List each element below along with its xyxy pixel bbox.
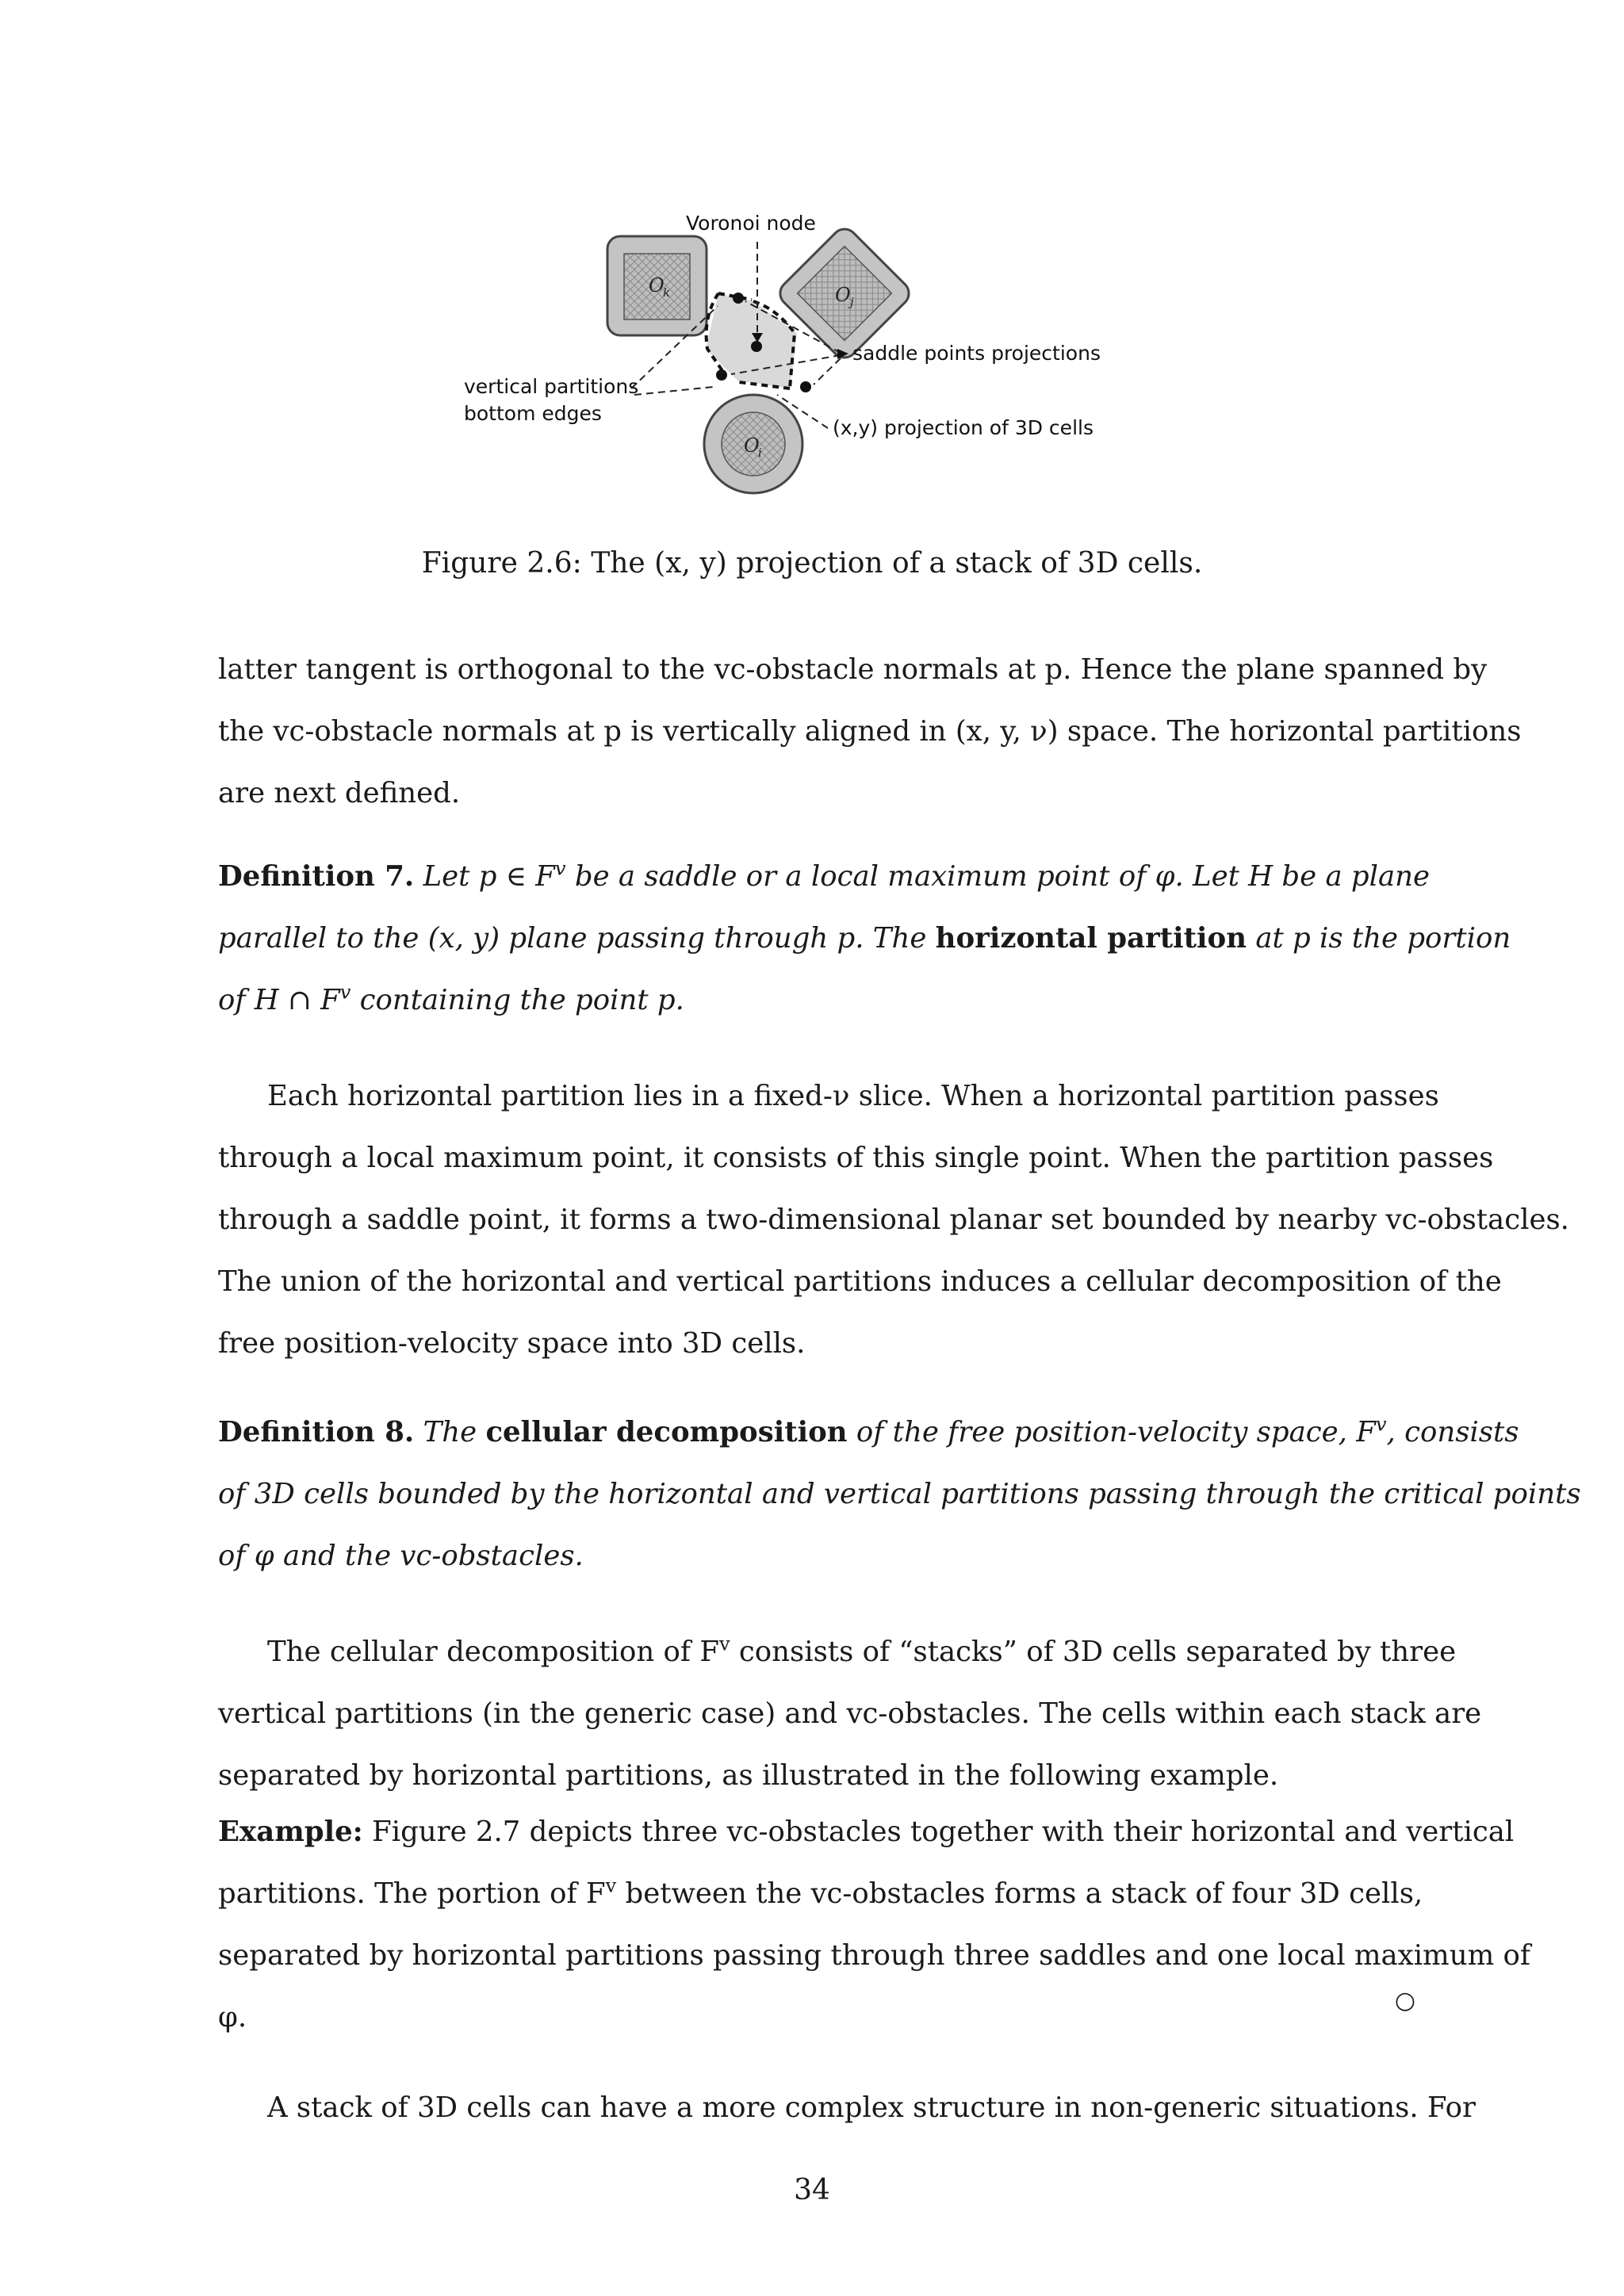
text-line: [218, 970, 1415, 1031]
obstacle-k-subscript: k: [663, 285, 671, 300]
text-fragment: containing the point p.: [350, 984, 684, 1016]
defined-term: horizontal partition: [935, 922, 1247, 955]
text-fragment: Let p ∈ F: [423, 860, 555, 893]
text-fragment: parallel to the (x, y) plane passing through p. The: [218, 922, 927, 955]
defined-term: cellular decomposition: [485, 1416, 848, 1448]
text-fragment: The cellular decomposition of F: [267, 1636, 719, 1668]
paragraph-1: [218, 639, 1522, 825]
obstacle-j-label: O: [835, 284, 851, 306]
text-line: [218, 1402, 1519, 1464]
definition-8: [218, 1402, 1581, 1587]
text-line: [218, 1801, 1515, 1863]
vertical-partitions-label-1: vertical partitions: [464, 375, 639, 398]
text-fragment: of H ∩ F: [218, 984, 340, 1016]
end-of-example-mark: ○: [1394, 1987, 1415, 2015]
text-line: [218, 846, 1431, 908]
text-line: free position-velocity space into 3D cells.: [218, 1327, 806, 1360]
text-line: latter tangent is orthogonal to the vc-obstacle normals at p. Hence the plane spanned by: [218, 653, 1488, 686]
text-fragment: between the vc-obstacles forms a stack of four 3D cells,: [616, 1877, 1423, 1910]
voronoi-node-label: Voronoi node: [686, 212, 816, 235]
text-fragment: at p is the portion: [1255, 922, 1511, 955]
definition-heading: Definition 8.: [218, 1416, 415, 1448]
figure-2-6: [444, 190, 1189, 523]
vertical-partitions-label-2: bottom edges: [464, 402, 602, 425]
saddle-point-left: [716, 369, 727, 381]
figure-caption: Figure 2.6: The (x, y) projection of a stack of 3D cells.: [421, 547, 1203, 580]
text-line: of φ and the vc-obstacles.: [218, 1540, 584, 1572]
text-line: [218, 1863, 1423, 1925]
text-line: separated by horizontal partitions, as illustrated in the following example.: [218, 1759, 1279, 1792]
superscript: v: [554, 857, 566, 880]
text-fragment: , consists: [1386, 1416, 1519, 1448]
text-line: through a local maximum point, it consists of this single point. When the partition passes: [218, 1142, 1494, 1174]
text-line: Each horizontal partition lies in a fixed-ν slice. When a horizontal partition passes: [267, 1080, 1439, 1112]
page-number: 34: [794, 2174, 830, 2206]
paragraph-3: [218, 1621, 1482, 1807]
text-line: [218, 1621, 1457, 1683]
obstacle-i-subscript: i: [758, 446, 762, 460]
obstacle-i-label: O: [744, 434, 760, 457]
text-fragment: consists of “stacks” of 3D cells separated by three: [730, 1636, 1457, 1668]
voronoi-node-point: [751, 341, 762, 352]
superscript: v: [339, 981, 351, 1004]
text-line: of 3D cells bounded by the horizontal and vertical partitions passing through the critical points: [218, 1478, 1581, 1510]
paragraph-2: [218, 1066, 1569, 1375]
text-fragment: The: [423, 1416, 477, 1448]
saddle-points-label: saddle points projections: [852, 342, 1101, 365]
obstacle-k: [607, 236, 707, 335]
text-fragment: Figure 2.7 depicts three vc-obstacles together with their horizontal and vertical: [372, 1816, 1515, 1848]
definition-heading: Definition 7.: [218, 860, 415, 893]
text-line: the vc-obstacle normals at p is vertically aligned in (x, y, ν) space. The horizontal partitions: [218, 715, 1522, 748]
text-line: separated by horizontal partitions passing through three saddles and one local maximum of: [218, 1939, 1531, 1972]
text-fragment: be a saddle or a local maximum point of φ. Let H be a plane: [565, 860, 1431, 893]
superscript: v: [718, 1632, 730, 1655]
superscript: v: [605, 1874, 617, 1897]
text-line: [218, 908, 1511, 970]
text-fragment: of the free position-velocity space, F: [856, 1416, 1376, 1448]
obstacle-j-subscript: j: [850, 295, 854, 309]
text-line: vertical partitions (in the generic case) and vc-obstacles. The cells within each stack are: [218, 1697, 1482, 1730]
obstacle-k-label: O: [649, 274, 665, 297]
figure-diagram: [444, 190, 1189, 523]
definition-7: [218, 846, 1511, 1031]
projection-cells-label: (x,y) projection of 3D cells: [833, 416, 1094, 439]
saddle-point-top: [733, 293, 744, 304]
text-line: φ.: [218, 2001, 247, 2034]
text-line: A stack of 3D cells can have a more complex structure in non-generic situations. For: [267, 2091, 1476, 2124]
saddle-point-right: [800, 381, 811, 392]
text-line: through a saddle point, it forms a two-dimensional planar set bounded by nearby vc-obstacles.: [218, 1203, 1569, 1236]
text-fragment: partitions. The portion of F: [218, 1877, 606, 1910]
paragraph-4: [218, 2077, 1476, 2139]
superscript: v: [1375, 1413, 1387, 1436]
text-line: The union of the horizontal and vertical partitions induces a cellular decomposition of the: [218, 1265, 1502, 1298]
example-block: [218, 1801, 1531, 2049]
text-line: are next defined.: [218, 777, 461, 809]
example-heading: Example:: [218, 1816, 363, 1848]
